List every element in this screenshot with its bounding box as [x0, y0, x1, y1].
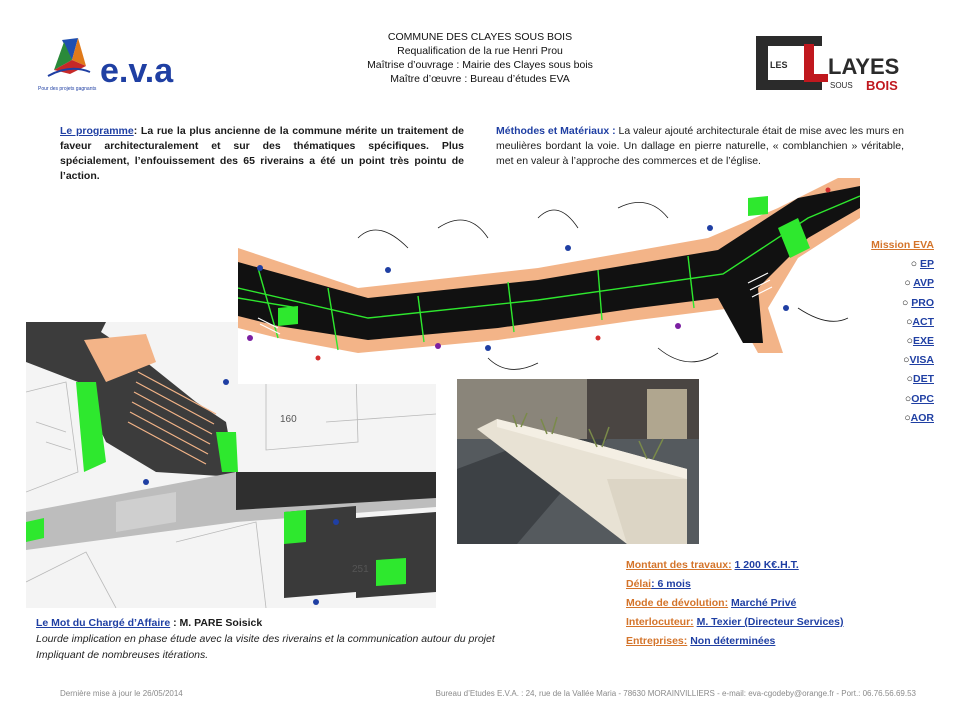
svg-text:BOIS: BOIS — [866, 78, 898, 93]
mission-link-act[interactable]: ACT — [912, 315, 934, 328]
document-header — [300, 30, 660, 86]
mission-link-exe[interactable]: EXE — [912, 335, 934, 348]
street-plan-image — [238, 178, 860, 384]
mission-link-avp[interactable]: AVP — [913, 277, 934, 290]
eva-wordmark: e.v.a — [100, 52, 174, 90]
header-project: Requalification de la rue Henri Prou — [397, 45, 563, 57]
footer-last-update: Dernière mise à jour le 26/05/2014 — [60, 689, 183, 698]
svg-text:LES: LES — [770, 60, 788, 70]
svg-text:LAYES: LAYES — [828, 54, 900, 79]
mission-link-pro[interactable]: PRO — [911, 296, 934, 309]
header-moa: Maîtrise d’ouvrage : Mairie des Clayes sous bois — [367, 59, 593, 71]
clayes-logo — [752, 32, 922, 94]
mission-item-visa: ○VISA — [903, 354, 934, 367]
mission-link-visa[interactable]: VISA — [909, 354, 934, 367]
info-devolution: Mode de dévolution: Marché Privé — [626, 597, 797, 609]
eva-tagline: Pour des projets gagnants — [38, 86, 97, 92]
mission-list — [834, 236, 934, 428]
svg-text:160: 160 — [280, 414, 297, 425]
programme-block — [60, 124, 464, 184]
devolution-value: Marché Privé — [731, 597, 797, 609]
interlocuteur-value: M. Texier (Directeur Services) — [696, 616, 844, 628]
charge-affaire-block — [36, 615, 596, 663]
project-info — [626, 556, 946, 651]
footer-contact: Bureau d’Etudes E.V.A. : 24, rue de la Vallée Maria - 78630 MORAINVILLIERS - e-mail: eva-cgodeby@orange.fr - Port.: 06.76.56.69.53 — [435, 689, 916, 698]
mission-item-aor: ○AOR — [904, 411, 934, 424]
programme-label: Le programme — [60, 125, 134, 137]
mot-label: Le Mot du Chargé d’Affaire — [36, 617, 171, 629]
mission-item-det: ○DET — [906, 373, 934, 386]
svg-text:251: 251 — [352, 564, 369, 575]
programme-text: : La rue la plus ancienne de la commune mérite un traitement de faveur architecturalement et sur des thématiques spécifiques. Plus spécialement, l’enfouissement des 65 riverains a été un point très pointu de l’action. — [60, 125, 464, 182]
mission-item-exe: ○EXE — [906, 335, 934, 348]
methodes-text: La valeur ajouté architecturale était de mise avec les murs en meulières bordant la voie. Un dallage en pierre naturelle, « comblanchien » véritable, met en valeur à l’approche des commerces et de l’église. — [496, 125, 904, 167]
planter-photo — [457, 379, 699, 544]
montant-value: 1 200 K€.H.T. — [734, 559, 799, 571]
mot-line-2: Impliquant de nombreuses itérations. — [36, 649, 209, 661]
mission-link-opc[interactable]: OPC — [911, 392, 934, 405]
mission-item-ep: ○ EP — [910, 258, 934, 271]
mission-item-avp: ○ AVP — [904, 277, 934, 290]
eva-logo — [34, 30, 194, 94]
mission-link-aor[interactable]: AOR — [910, 411, 934, 424]
mission-link-det[interactable]: DET — [913, 373, 934, 386]
entreprises-value: Non déterminées — [690, 635, 776, 647]
mot-name: : M. PARE Soisick — [170, 617, 263, 629]
mission-item-pro: ○ PRO — [901, 296, 934, 309]
svg-text:SOUS: SOUS — [830, 81, 853, 90]
mot-line-1: Lourde implication en phase étude avec la visite des riverains et la communication autour du projet — [36, 633, 495, 645]
header-moe: Maître d’œuvre : Bureau d’études EVA — [390, 73, 570, 85]
mission-item-act: ○ACT — [906, 315, 934, 328]
header-commune: COMMUNE DES CLAYES SOUS BOIS — [387, 31, 573, 43]
methodes-block — [496, 124, 904, 180]
info-entreprises: Entreprises: Non déterminées — [626, 635, 776, 647]
info-delai: Délai: 6 mois — [626, 578, 691, 590]
mission-item-opc: ○OPC — [904, 392, 934, 405]
info-montant: Montant des travaux: 1 200 K€.H.T. — [626, 559, 799, 571]
info-interlocuteur: Interlocuteur: M. Texier (Directeur Services) — [626, 616, 844, 628]
mission-title: Mission EVA — [871, 239, 934, 251]
delai-value: : 6 mois — [651, 578, 691, 590]
mission-link-ep[interactable]: EP — [919, 258, 934, 271]
methodes-label: Méthodes et Matériaux : — [496, 125, 616, 137]
